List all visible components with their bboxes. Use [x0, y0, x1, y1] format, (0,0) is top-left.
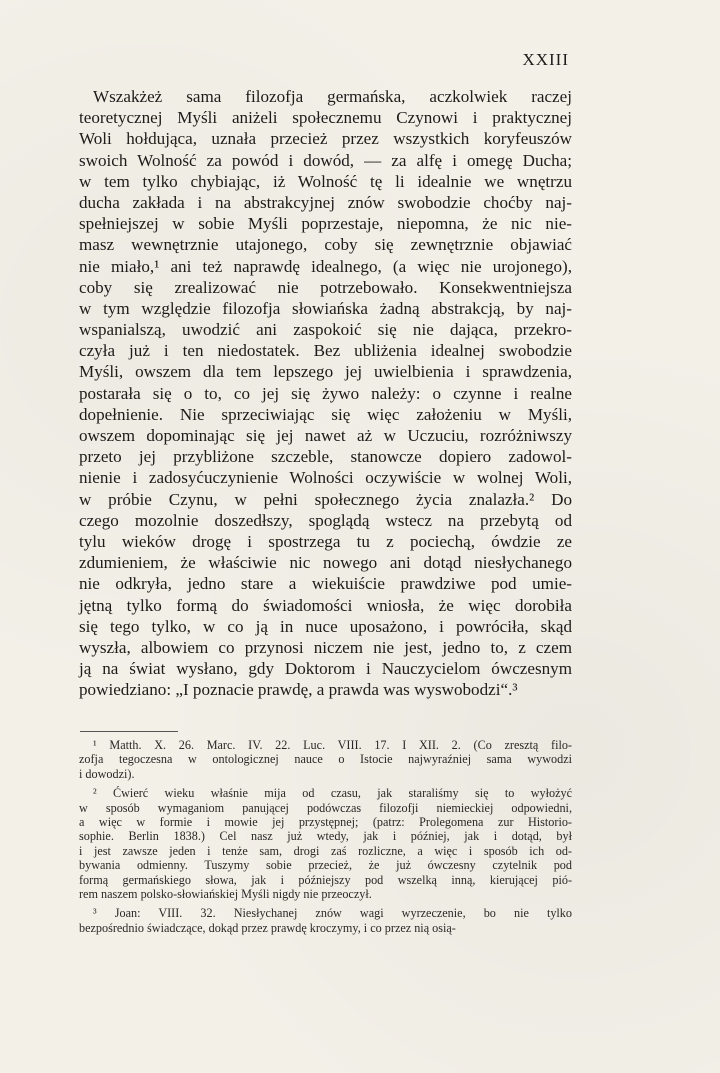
- text-line: w tym względzie filozofja słowiańska żadną abstrakcją, by naj-: [79, 298, 572, 318]
- footnote-line: bywania odmienny. Tuszymy sobie przecież, że już ówczesny czytelnik pod: [79, 858, 572, 873]
- text-line: powiedziano: „I poznacie prawdę, a prawda was wyswobodzi“.³: [79, 680, 518, 700]
- text-line: teoretycznej Myśli aniżeli społecznemu Czynowi i praktycznej: [79, 108, 572, 128]
- text-line: czyła już i ten niedostatek. Bez ubliżenia idealnej swobodzie: [79, 341, 572, 361]
- text-line: masz wewnętrznie utajonego, coby się zewnętrznie objawiać: [79, 235, 572, 255]
- text-line: Wszakżeż sama filozofja germańska, aczkolwiek raczej: [93, 87, 572, 106]
- text-line: Myśli, owszem dla tem lepszego jej uwielbienia i sprawdzenia,: [79, 362, 572, 382]
- footnote-line: i dowodzi).: [79, 766, 135, 781]
- text-line: jętną tylko formą do świadomości wniosła, że więc dorobiła: [79, 595, 572, 615]
- text-line: tylu wieków drogę i spostrzega tu z pociechą, ówdzie ze: [79, 531, 572, 551]
- text-line: nie miało,¹ ani też naprawdę idealnego, (a więc nie urojonego),: [79, 256, 572, 276]
- footnote-line: rem naszem polsko-słowiańskiej Myśli nigdy nie przeoczył.: [79, 886, 372, 901]
- page-number: XXIII: [522, 50, 569, 69]
- text-line: coby się zrealizować nie potrzebowało. Konsekwentniejsza: [79, 277, 572, 297]
- footnote-line: ² Ćwierć wieku właśnie mija od czasu, jak staraliśmy się to wyłożyć: [93, 786, 572, 801]
- text-line: dopełnienie. Nie sprzeciwiając się więc założeniu w Myśli,: [79, 404, 572, 424]
- footnote-separator: [80, 731, 178, 732]
- text-line: owszem dopominając się jej nawet aż w Uczuciu, rozróżniwszy: [79, 426, 572, 445]
- footnote-line: i jest zawsze jeden i tenże sam, drogi zaś rozliczne, a więc i sposób ich od-: [79, 843, 572, 858]
- text-line: przeto jej przybliżone szczeble, stanowcze dopiero zadowol-: [79, 447, 572, 467]
- footnote: [79, 738, 572, 781]
- footnote-line: w sposób wymaganiom panującej podówczas filozofji niemieckiej odpowiedni,: [79, 800, 572, 815]
- text-line: spełniejszej w sobie Myśli poprzestaje, niepomna, że nic nie-: [79, 214, 572, 234]
- text-line: w próbie Czynu, w pełni społecznego życia znalazła.² Do: [79, 489, 572, 509]
- text-line: wspanialszą, uwodzić ani zaspokoić się nie dająca, przekro-: [79, 320, 572, 340]
- footnote-line: sophie. Berlin 1838.) Cel nasz już wtedy, jak i później, jak i dotąd, był: [79, 829, 572, 844]
- footnote-line: ³ Joan: VIII. 32. Niesłychanej znów wagi wyrzeczenie, bo nie tylko: [93, 906, 572, 921]
- footnote-line: ¹ Matth. X. 26. Marc. IV. 22. Luc. VIII. 17. I XII. 2. (Co zresztą filo-: [93, 738, 572, 752]
- text-line: nienie i zadosyćuczynienie Wolności oczywiście w wolnej Woli,: [79, 468, 572, 488]
- footnote-line: bezpośrednio świadczące, dokąd przez prawdę kroczymy, i co przez nią osią-: [79, 920, 456, 935]
- text-line: w tem tylko chybiając, iż Wolność tę li idealnie we wnętrzu: [79, 171, 572, 191]
- text-line: wyszła, albowiem co przynosi niczem nie jest, jedno to, z czem: [79, 637, 572, 657]
- footnote: [79, 786, 572, 901]
- text-line: swoich Wolność za powód i dowód, — za alfę i omegę Ducha;: [79, 150, 572, 170]
- footnote-line: zofja tegoczesna w ontologicznej nauce o Istocie najwyraźniej sama wywodzi: [79, 752, 572, 767]
- text-line: się tego tylko, w co ją in nuce uposażono, i powróciła, skąd: [79, 616, 572, 636]
- text-line: Woli hołdująca, uznała przecież przez wszystkich koryfeuszów: [79, 129, 572, 149]
- text-line: ducha zakłada i na abstrakcyjnej znów swobodzie choćby naj-: [79, 192, 572, 212]
- footnote-line: formą germańskiego słowa, jak i późniejszy pod wszelką inną, kierującej pió-: [79, 872, 572, 887]
- text-line: zdumieniem, że właściwie nic nowego ani dotąd niesłychanego: [79, 553, 572, 573]
- text-line: nie odkryła, jedno stare a wiekuiście prawdziwe pod umie-: [79, 574, 572, 594]
- footnote: [79, 906, 572, 935]
- text-line: ją na świat wysłano, gdy Doktorom i Nauczycielom ówczesnym: [79, 659, 572, 679]
- footnotes: [79, 738, 572, 940]
- main-paragraph: [79, 86, 572, 700]
- text-line: czego mozolnie doszedłszy, spoglądą wstecz na przebytą od: [79, 510, 572, 530]
- text-line: postarała się o to, co jej się żywo należy: o czynne i realne: [79, 383, 572, 403]
- footnote-line: a więc w formie i mowie jej przystępnej; (patrz: Prolegomena zur Historio-: [79, 814, 572, 829]
